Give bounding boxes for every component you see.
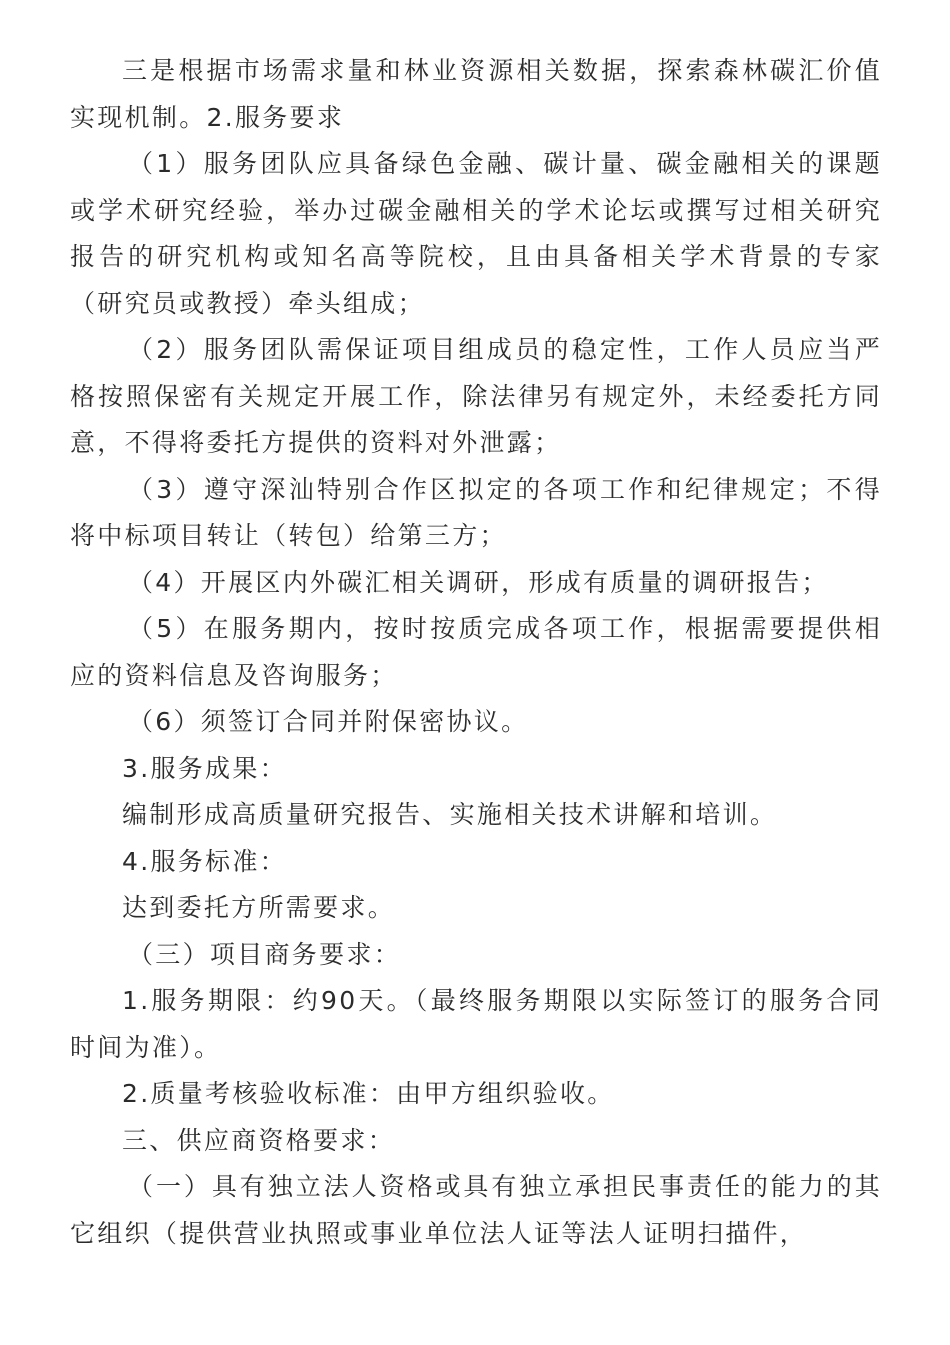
paragraph-requirement-6: （6）须签订合同并附保密协议。	[128, 707, 529, 736]
paragraph-qualification-1: （一）具有独立法人资格或具有独立承担民事责任的能力的其它组织（提供营业执照或事业单位法人证等法人证明扫描件，	[70, 1172, 882, 1248]
paragraph-carbon-sink-mechanism: 三是根据市场需求量和林业资源相关数据，探索森林碳汇价值实现机制。2.服务要求	[70, 56, 882, 132]
document-page	[70, 48, 882, 1257]
heading-business-requirements: （三）项目商务要求：	[128, 939, 402, 969]
heading-supplier-qualifications: 三、供应商资格要求：	[122, 1125, 396, 1155]
paragraph-requirement-3: （3）遵守深汕特别合作区拟定的各项工作和纪律规定；不得将中标项目转让（转包）给第三方；	[70, 474, 882, 550]
paragraph-service-results: 编制形成高质量研究报告、实施相关技术讲解和培训。	[122, 800, 778, 829]
paragraph-service-standard: 达到委托方所需要求。	[122, 893, 396, 922]
paragraph-requirement-5: （5）在服务期内，按时按质完成各项工作，根据需要提供相应的资料信息及咨询服务；	[70, 614, 882, 690]
heading-service-standard: 4.服务标准：	[122, 846, 287, 876]
paragraph-service-period: 1.服务期限：约90天。（最终服务期限以实际签订的服务合同时间为准）。	[70, 986, 882, 1062]
paragraph-requirement-4: （4）开展区内外碳汇相关调研，形成有质量的调研报告；	[128, 567, 829, 597]
paragraph-acceptance-standard: 2.质量考核验收标准：由甲方组织验收。	[122, 1079, 615, 1108]
paragraph-requirement-1: （1）服务团队应具备绿色金融、碳计量、碳金融相关的课题或学术研究经验，举办过碳金融相关的学术论坛或撰写过相关研究报告的研究机构或知名高等院校，且由具备相关学术背景的专家（研究员或教授）牵头组成；	[70, 149, 882, 318]
paragraph-requirement-2: （2）服务团队需保证项目组成员的稳定性，工作人员应当严格按照保密有关规定开展工作，除法律另有规定外，未经委托方同意，不得将委托方提供的资料对外泄露；	[70, 335, 882, 457]
heading-service-results: 3.服务成果：	[122, 753, 287, 783]
